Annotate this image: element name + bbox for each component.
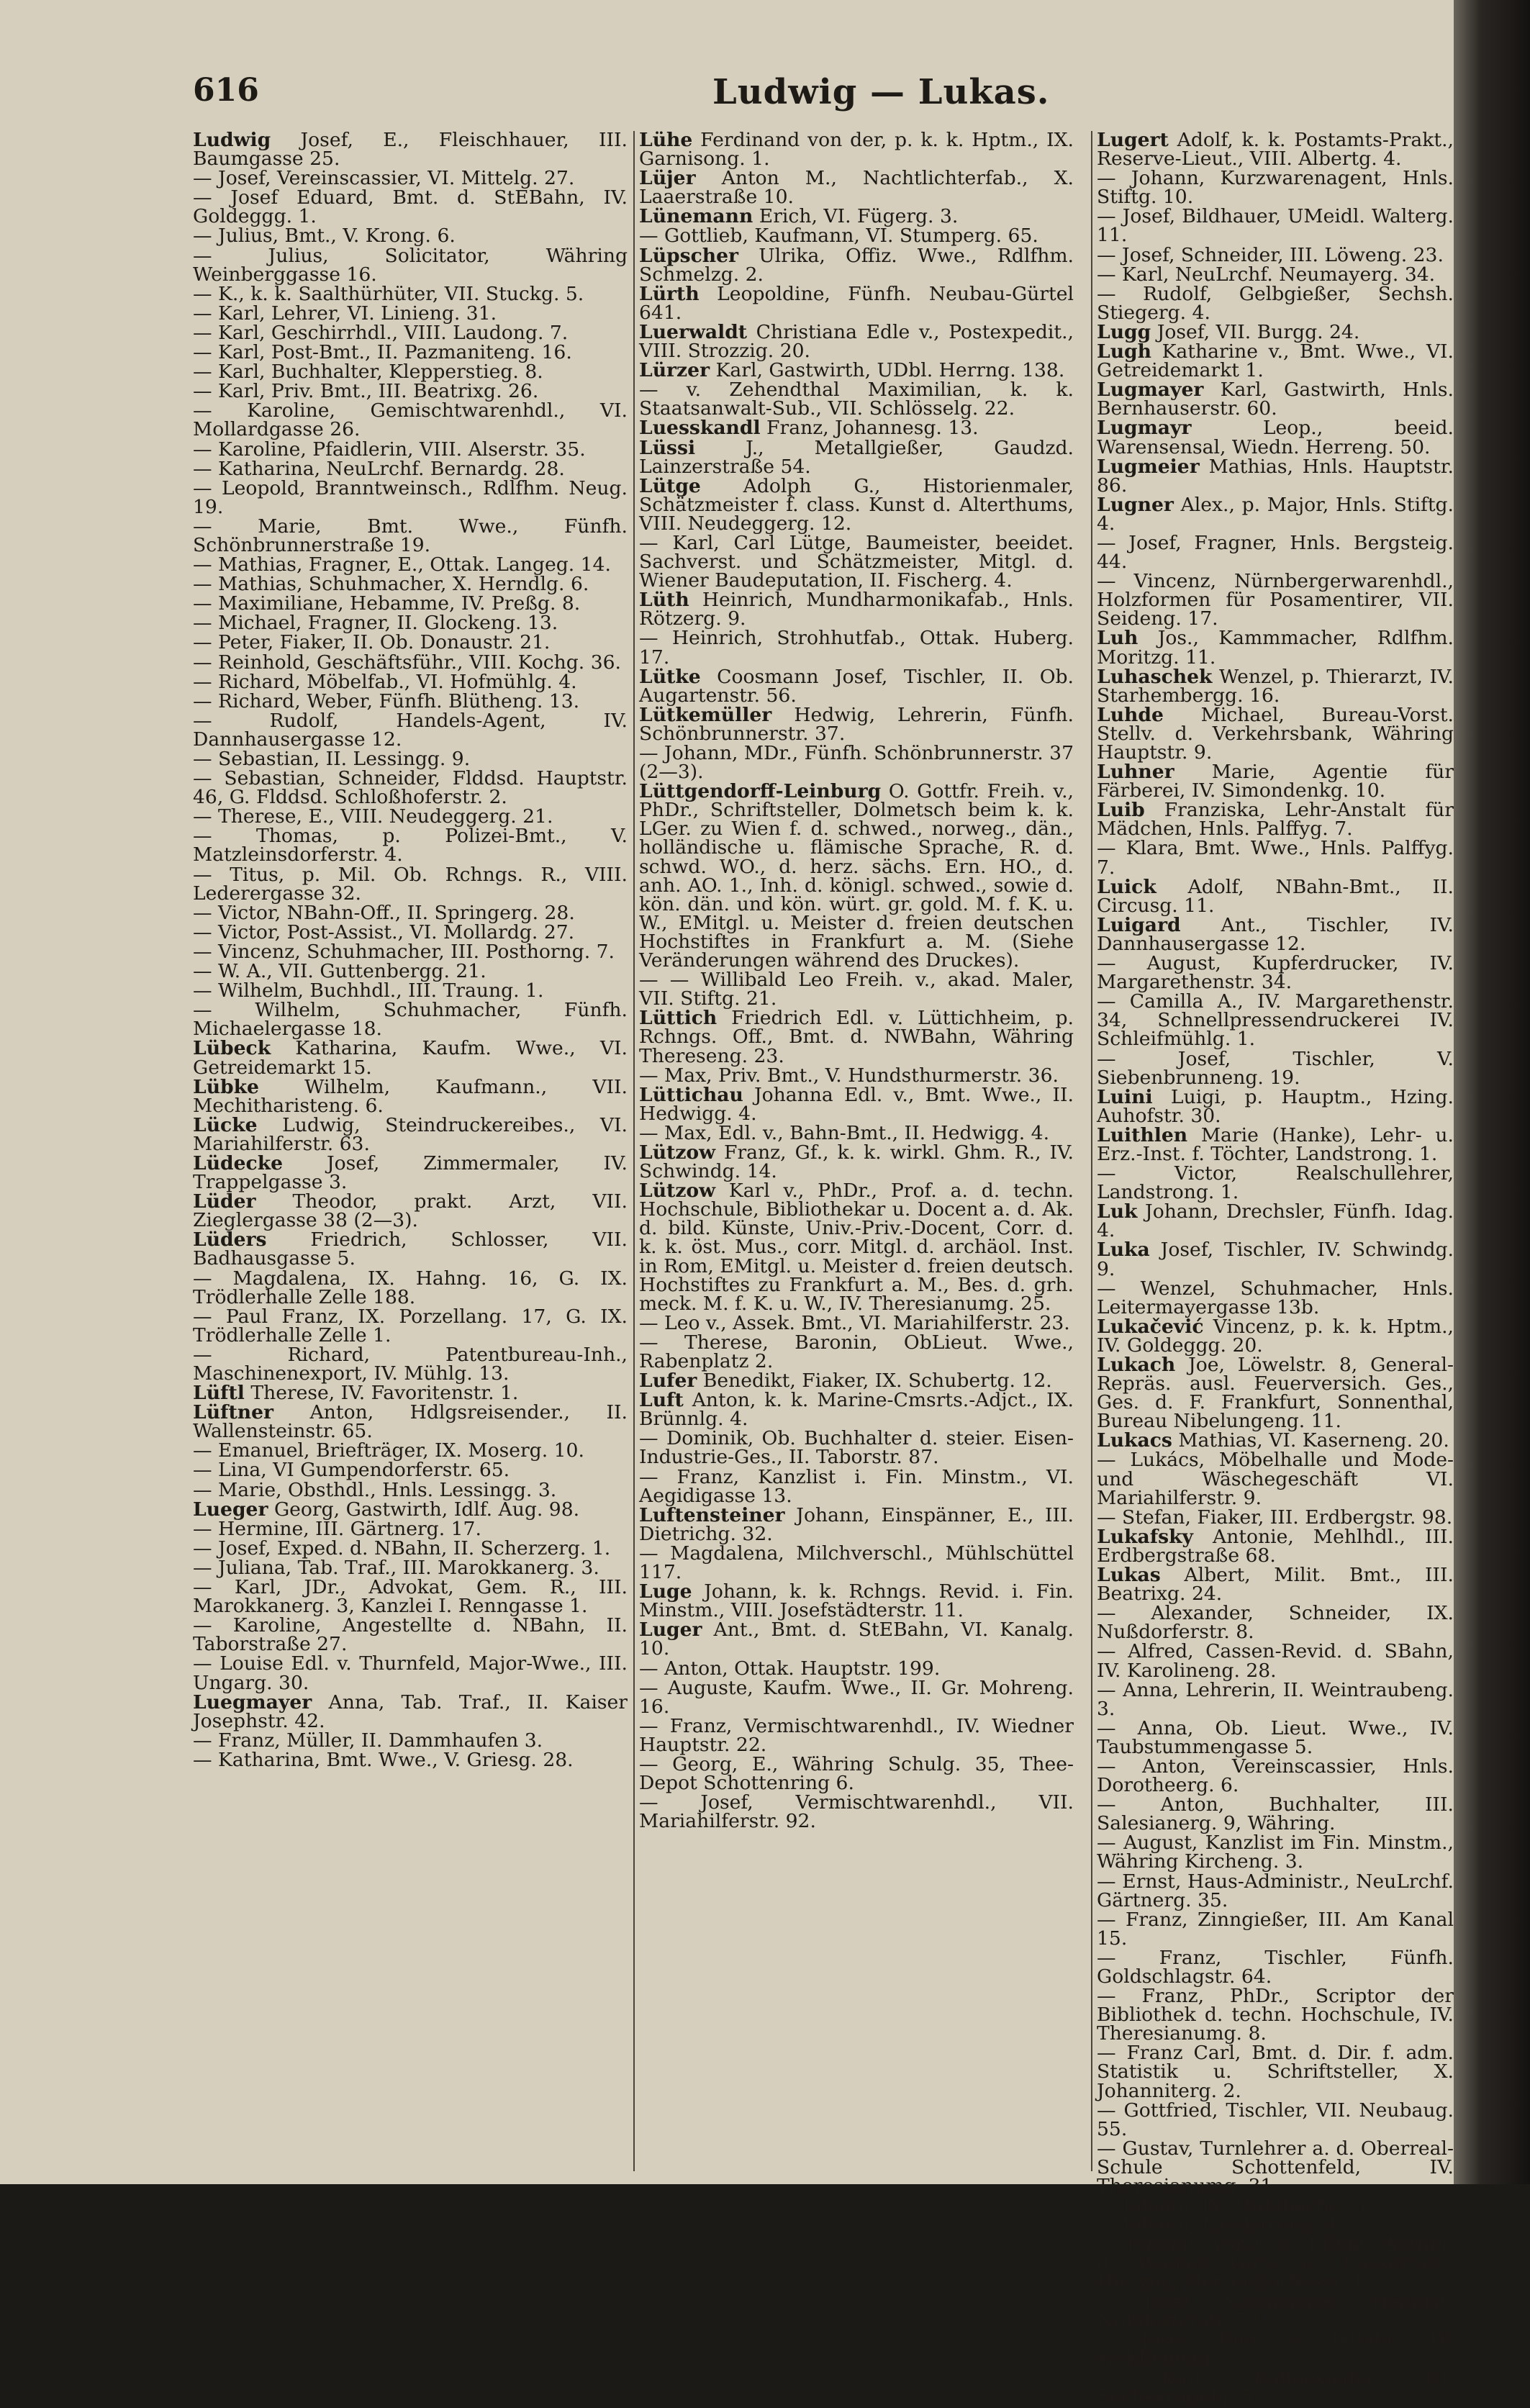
directory-entry: — Reinhold, Geschäftsführ., VIII. Kochg. 36. [193, 651, 621, 674]
directory-entry: — Karl, Priv. Bmt., III. Beatrixg. 26. [193, 380, 539, 403]
entry-surname: Lützow [639, 1180, 716, 1203]
directory-entry: Lüders Friedrich, Schlosser, VII. Badhausgasse 5. [193, 1228, 628, 1270]
directory-entry: — Leo v., Assek. Bmt., VI. Mariahilferstr. 23. [639, 1311, 1070, 1334]
directory-entry: — Karl, JDr., Advokat, Gem. R., III. Marokkanerg. 3, Kanzlei I. Renngasse 1. [193, 1576, 628, 1618]
directory-entry: Lugert Adolf, k. k. Postamts-Prakt., Reserve-Lieut., VIII. Albertg. 4. [1097, 129, 1454, 171]
directory-entry: — Franz, Tischler, Fünfh. Goldschlagstr. 64. [1097, 1946, 1454, 1988]
directory-entry: — Sebastian, II. Lessingg. 9. [193, 748, 471, 770]
entry-surname: Lürzer [639, 359, 710, 382]
directory-entry: Luft Anton, k. k. Marine-Cmsrts.-Adjct., IX. Brünnlg. 4. [639, 1389, 1074, 1431]
directory-entry: — Victor, NBahn-Off., II. Springerg. 28. [193, 901, 575, 924]
directory-entry: Lücke Ludwig, Steindruckereibes., VI. Mariahilferstr. 63. [193, 1113, 628, 1155]
directory-entry: — Max, Edl. v., Bahn-Bmt., II. Hedwigg. 4. [639, 1121, 1050, 1144]
directory-entry: Lüdecke Josef, Zimmermaler, IV. Trappelgasse 3. [193, 1151, 628, 1194]
directory-entry: — Heinrich, Strohhutfab., Ottak. Huberg. 17. [639, 627, 1074, 669]
entry-surname: Lüder [193, 1190, 256, 1213]
entry-surname: Lüth [639, 589, 689, 612]
directory-entry: — Wilhelm, Buchhdl., III. Traung. 1. [193, 979, 544, 1002]
directory-entry: Lüttichau Johanna Edl. v., Bmt. Wwe., II. Hedwigg. 4. [639, 1083, 1074, 1125]
directory-entry: Luhaschek Wenzel, p. Thierarzt, IV. Starhembergg. 16. [1097, 665, 1454, 707]
entry-surname: Luger [639, 1619, 702, 1642]
directory-entry: — Johann, IV. Mühlbachg. 3. [1097, 2194, 1372, 2217]
directory-entry: Luge Johann, k. k. Rchngs. Revid. i. Fin. Minstm., VIII. Josefstädterstr. 11. [639, 1580, 1074, 1622]
directory-entry: — Franz, Vermischtwarenhdl., IV. Wiedner Hauptstr. 22. [639, 1714, 1074, 1756]
directory-entry: — Rudolf, Handels-Agent, IV. Dannhausergasse 12. [193, 709, 628, 751]
directory-entry: Luigard Ant., Tischler, IV. Dannhausergasse 12. [1097, 913, 1454, 955]
directory-entry: Luger Ant., Bmt. d. StEBahn, VI. Kanalg. 10. [639, 1619, 1074, 1660]
column-2 [639, 131, 1074, 2171]
directory-entry: — Vincenz, Nürnbergerwarenhdl., Holzformen für Posamentirer, VII. Seideng. 17. [1097, 570, 1454, 630]
directory-entry: — K., k. k. Saalthürhüter, VII. Stuckg. 5. [193, 282, 584, 305]
directory-entry: — Karl, Carl Lütge, Baumeister, beeidet. Sachverst. und Schätzmeister, Mitgl. d. Wiener Baudeputation, II. Fischerg. 4. [639, 531, 1074, 592]
entry-surname: Lukach [1097, 1354, 1176, 1376]
directory-entry: — — Willibald Leo Freih. v., akad. Maler, VII. Stiftg. 21. [639, 969, 1074, 1010]
page-title: Ludwig — Lukas. [712, 72, 1050, 112]
directory-entry: — Richard, Weber, Fünfh. Blütheng. 13. [193, 689, 580, 712]
directory-entry: Lüjer Anton M., Nachtlichterfab., X. Laaerstraße 10. [639, 167, 1074, 209]
directory-entry: — Thomas, p. Polizei-Bmt., V. Matzleinsdorferstr. 4. [193, 825, 628, 866]
directory-entry: — Johann, Vorst. d. Effekt. Abthlg. d. Wiener Giro- u. Cassenver., Hietzing Hetzendorferstr. 1. [1097, 2233, 1454, 2294]
directory-entry: Lützow Karl v., PhDr., Prof. a. d. techn. Hochschule, Bibliothekar u. Docent a. d. Ak. d. bild. Künste, Univ.-Priv.-Docent, Corr. d. k. k. öst. Mus., corr. Mitgl. d. archäol. Inst. in Rom, EMitgl. u. Meister d. freien deutsch. Hochstiftes zu Frankfurt a. M., Bes. d. grh. meck. M. f. K. u. W., IV. Theresianumg. 25. [639, 1180, 1074, 1315]
directory-entry: — Josef, Bmt. d. NBahn, IV. Wohllebeng. 3. [1097, 2328, 1454, 2370]
entry-surname: Lueger [193, 1498, 268, 1521]
directory-entry: — Richard, Patentbureau-Inh., Maschinenexport, IV. Mühlg. 13. [193, 1343, 628, 1385]
entry-surname: Luk [1097, 1200, 1138, 1223]
entry-surname: Luhner [1097, 761, 1174, 784]
page-header [0, 72, 1454, 122]
directory-entry: — Josef, Vereinscassier, VI. Mittelg. 27. [193, 167, 575, 190]
directory-entry: — Magdalena, IX. Hahng. 16, G. IX. Trödlerhalle Zelle 188. [193, 1267, 628, 1308]
directory-entry: Lukas Albert, Milit. Bmt., III. Beatrixg. 24. [1097, 1564, 1454, 1606]
entry-surname: Lüftner [193, 1401, 274, 1424]
directory-entry: — Emanuel, Briefträger, IX. Moserg. 10. [193, 1439, 584, 1462]
directory-entry: — Auguste, Kaufm. Wwe., II. Gr. Mohreng. 16. [639, 1676, 1074, 1718]
directory-entry: — Franz, PhDr., Scriptor der Bibliothek d. techn. Hochschule, IV. Theresianumg. 8. [1097, 1985, 1454, 2045]
directory-entry: — Josef, Exped. d. NBahn, II. Scherzerg. 1. [193, 1536, 611, 1560]
directory-entry: Lübke Wilhelm, Kaufmann., VII. Mechitharisteng. 6. [193, 1075, 628, 1117]
directory-entry: Luka Josef, Tischler, IV. Schwindg. 9. [1097, 1239, 1454, 1280]
entry-surname: Lugg [1097, 320, 1151, 343]
directory-entry: — Josef, Schneider, III. Löweng. 23. [1097, 243, 1444, 266]
entry-surname: Lüttichau [639, 1083, 743, 1106]
column-1 [193, 131, 628, 2171]
column-rule [633, 131, 635, 2171]
directory-entry: — Marie, Bmt. Wwe., Fünfh. Schönbrunnerstraße 19. [193, 515, 628, 556]
entry-surname: Lugmeier [1097, 455, 1200, 478]
entry-surname: Luib [1097, 799, 1145, 822]
directory-entry: Luib Franziska, Lehr-Anstalt für Mädchen, Hnls. Palffyg. 7. [1097, 799, 1454, 841]
directory-entry: — Alfred, Cassen-Revid. d. SBahn, IV. Karolineng. 28. [1097, 1640, 1454, 1682]
page-number: 616 [193, 72, 259, 109]
directory-entry: — Karl, Kaffeesieder, III. Sechskrügelg. 5. [1097, 2366, 1454, 2408]
directory-entry: — Magdalena, Milchverschl., Mühlschüttel 117. [639, 1542, 1074, 1584]
entry-surname: Lukas [1097, 1564, 1161, 1587]
directory-entry: — August, Kanzlist im Fin. Minstm., Währing Kircheng. 3. [1097, 1832, 1454, 1873]
directory-entry: — Wilhelm, Schuhmacher, Fünfh. Michaelergasse 18. [193, 999, 628, 1041]
directory-entry: — Franz, Kanzlist i. Fin. Minstm., VI. Aegidigasse 13. [639, 1465, 1074, 1507]
entry-surname: Luini [1097, 1085, 1153, 1108]
directory-entry: — Therese, Baronin, ObLieut. Wwe., Rabenplatz 2. [639, 1331, 1074, 1372]
directory-entry: — Karl, Lehrer, VI. Linieng. 31. [193, 302, 497, 325]
entry-surname: Lüdecke [193, 1151, 284, 1174]
entry-surname: Lübeck [193, 1037, 271, 1060]
entry-surname: Lüjer [639, 167, 696, 190]
directory-entry: — Victor, Realschullehrer, Landstrong. 1. [1097, 1162, 1454, 1204]
book-gutter [1454, 0, 1530, 2184]
directory-entry: Lukacs Mathias, VI. Kaserneng. 20. [1097, 1429, 1449, 1452]
directory-entry: Lünemann Erich, VI. Fügerg. 3. [639, 205, 959, 228]
directory-entry: — Mathias, Fragner, E., Ottak. Langeg. 14. [193, 553, 611, 576]
directory-entry: — Johann, Kurzwarenagent, Hnls. Stiftg. 10. [1097, 167, 1454, 209]
directory-entry: — Marie, Obsthdl., Hnls. Lessingg. 3. [193, 1478, 557, 1501]
directory-entry: — Katharina, Bmt. Wwe., V. Griesg. 28. [193, 1748, 574, 1771]
directory-entry: — Dominik, Ob. Buchhalter d. steier. Eisen-Industrie-Ges., II. Taborstr. 87. [639, 1427, 1074, 1469]
directory-entry: Lukafsky Antonie, Mehlhdl., III. Erdbergstraße 68. [1097, 1525, 1454, 1567]
directory-entry: — Stefan, Fiaker, III. Erdbergstr. 98. [1097, 1506, 1453, 1529]
directory-entry: — Juliana, Tab. Traf., III. Marokkanerg. 3. [193, 1556, 599, 1579]
directory-entry: Luhner Marie, Agentie für Färberei, IV. Simondenkg. 10. [1097, 761, 1454, 802]
directory-entry: — Victor, Post-Assist., VI. Mollardg. 27. [193, 920, 575, 943]
directory-entry: Luegmayer Anna, Tab. Traf., II. Kaiser Josephstr. 42. [193, 1690, 628, 1732]
directory-entry: — Gottlieb, Kaufmann, VI. Stumperg. 65. [639, 225, 1038, 248]
entry-surname: Lugh [1097, 340, 1151, 363]
directory-entry: Lugmayer Karl, Gastwirth, Hnls. Bernhauserstr. 60. [1097, 379, 1454, 420]
directory-entry: Lüssi J., Metallgießer, Gaudzd. Lainzerstraße 54. [639, 436, 1074, 478]
entry-surname: Lukačević [1097, 1315, 1204, 1338]
directory-entry: Lukačević Vincenz, p. k. k. Hptm., IV. Goldeggg. 20. [1097, 1315, 1454, 1357]
entry-surname: Lugmayer [1097, 379, 1204, 402]
entry-surname: Lugert [1097, 129, 1169, 151]
directory-entry: — Julius, Bmt., V. Krong. 6. [193, 225, 456, 248]
directory-entry: — Hermine, III. Gärtnerg. 17. [193, 1517, 481, 1540]
column-rule [1091, 131, 1092, 2171]
directory-entry: Lütke Coosmann Josef, Tischler, II. Ob. Augartenstr. 56. [639, 665, 1074, 707]
entry-surname: Lücke [193, 1113, 258, 1136]
directory-entry: — Karoline, Gemischtwarenhdl., VI. Mollardgasse 26. [193, 399, 628, 441]
directory-entry: Lüttich Friedrich Edl. v. Lüttichheim, p. Rchngs. Off., Bmt. d. NWBahn, Währing Thereseng. 23. [639, 1007, 1074, 1067]
directory-entry: — August, Kupferdrucker, IV. Margarethenstr. 34. [1097, 952, 1454, 994]
directory-entry: Lugg Josef, VII. Burgg. 24. [1097, 320, 1360, 343]
entry-surname: Lüssi [639, 436, 696, 459]
directory-entry: — Josef, Fragner, Hnls. Bergsteig. 44. [1097, 531, 1454, 574]
entry-surname: Lüttgendorff-Leinburg [639, 780, 882, 803]
directory-entry: — Franz, Zinngießer, III. Am Kanal 15. [1097, 1908, 1454, 1950]
directory-entry: — Titus, p. Mil. Ob. Rchngs. R., VIII. Lederergasse 32. [193, 863, 628, 905]
directory-entry: Luhde Michael, Bureau-Vorst. Stellv. d. Verkehrsbank, Währing Hauptstr. 9. [1097, 703, 1454, 764]
directory-entry: — Klara, Bmt. Wwe., Hnls. Palffyg. 7. [1097, 837, 1454, 879]
directory-entry: — Anton, Ottak. Hauptstr. 199. [639, 1657, 941, 1680]
directory-entry: — Johann, Landstrong. 4. [1097, 2214, 1344, 2237]
entry-surname: Luftensteiner [639, 1503, 785, 1526]
directory-entry: — Karl, Geschirrhdl., VIII. Laudong. 7. [193, 321, 569, 344]
directory-entry: — Gustav, Turnlehrer a. d. Oberreal-Schule Schottenfeld, IV. Theresianumg. 31. [1097, 2137, 1454, 2198]
entry-surname: Luesskandl [639, 417, 761, 440]
directory-entry: — Franz Carl, Bmt. d. Dir. f. adm. Statistik u. Schriftsteller, X. Johanniterg. 2. [1097, 2042, 1454, 2102]
directory-entry: — Wenzel, Schuhmacher, Hnls. Leitermayergasse 13b. [1097, 1277, 1454, 1318]
entry-surname: Lübke [193, 1075, 259, 1098]
directory-entry: — Karl, NeuLrchf. Neumayerg. 34. [1097, 263, 1436, 286]
directory-entry: — Josef, Bildhauer, UMeidl. Walterg. 11. [1097, 205, 1454, 247]
entry-surname: Lufer [639, 1370, 697, 1393]
directory-entry: — Louise Edl. v. Thurnfeld, Major-Wwe., III. Ungarg. 30. [193, 1652, 628, 1694]
entry-surname: Luka [1097, 1239, 1150, 1262]
directory-entry: — Josef, Tischler, V. Siebenbrunneng. 19. [1097, 1047, 1454, 1089]
directory-entry: Lürzer Karl, Gastwirth, UDbl. Herrng. 138. [639, 359, 1065, 382]
directory-entry: — Anna, Ob. Lieut. Wwe., IV. Taubstummengasse 5. [1097, 1716, 1454, 1758]
directory-entry: Lüpscher Ulrika, Offiz. Wwe., Rdlfhm. Schmelzg. 2. [639, 244, 1074, 286]
directory-entry: Luithlen Marie (Hanke), Lehr- u. Erz.-Inst. f. Töchter, Landstrong. 1. [1097, 1123, 1454, 1165]
directory-entry: — Josef, Siebmacher, Heiligst. Nußdorferstr. 72. [1097, 2290, 1454, 2332]
directory-entry: — Gottfried, Tischler, VII. Neubaug. 55. [1097, 2099, 1454, 2140]
directory-entry: Luick Adolf, NBahn-Bmt., II. Circusg. 11. [1097, 875, 1454, 917]
entry-surname: Lützow [639, 1141, 716, 1164]
directory-entry: — Lukács, Möbelhalle und Mode- und Wäschegeschäft VI. Mariahilferstr. 9. [1097, 1449, 1454, 1509]
directory-entry: — Mathias, Schuhmacher, X. Herndlg. 6. [193, 573, 589, 596]
directory-entry: — v. Zehendthal Maximilian, k. k. Staatsanwalt-Sub., VII. Schlösselg. 22. [639, 379, 1074, 420]
directory-entry: Lüttgendorff-Leinburg O. Gottfr. Freih. v., PhDr., Schriftsteller, Dolmetsch beim k. k. LGer. zu Wien f. d. schwed., norweg., dän., holländische u. flämische Sprache, R. d. schwd. WO., d. herz. sächs. Ern. HO., d. anh. AO. 1., Inh. d. königl. schwed., sowie d. kön. dän. und kön. würt. gr. gold. M. f. K. u. W., EMitgl. u. Meister d. freien deutschen Hochstiftes in Frankfurt a. M. (Siehe Veränderungen während des Druckes). [639, 780, 1074, 972]
entry-surname: Luft [639, 1389, 684, 1412]
entry-surname: Luge [639, 1580, 692, 1603]
directory-entry: Lütkemüller Hedwig, Lehrerin, Fünfh. Schönbrunnerstr. 37. [639, 703, 1074, 745]
entry-surname: Lukacs [1097, 1429, 1172, 1452]
directory-entry: Luk Johann, Drechsler, Fünfh. Idag. 4. [1097, 1200, 1454, 1242]
directory-entry: Luini Luigi, p. Hauptm., Hzing. Auhofstr. 30. [1097, 1085, 1454, 1127]
entry-surname: Lüders [193, 1228, 267, 1251]
entry-surname: Lüpscher [639, 244, 739, 267]
directory-entry: Luerwaldt Christiana Edle v., Postexpedit., VIII. Strozzig. 20. [639, 320, 1074, 363]
directory-entry: Luftensteiner Johann, Einspänner, E., III. Dietrichg. 32. [639, 1503, 1074, 1545]
entry-surname: Luithlen [1097, 1123, 1188, 1146]
entry-surname: Luhaschek [1097, 665, 1213, 688]
directory-entry: — Lina, VI Gumpendorferstr. 65. [193, 1459, 510, 1482]
entry-surname: Lütke [639, 665, 701, 688]
entry-surname: Lütkemüller [639, 703, 772, 726]
directory-entry: Lugh Katharine v., Bmt. Wwe., VI. Getreidemarkt 1. [1097, 340, 1454, 382]
directory-entry: Luh Jos., Kammmacher, Rdlfhm. Moritzg. 11. [1097, 627, 1454, 669]
directory-entry: — Anton, Vereinscassier, Hnls. Dorotheerg. 6. [1097, 1755, 1454, 1797]
directory-entry: — Michael, Fragner, II. Glockeng. 13. [193, 612, 558, 635]
directory-entry: Lütge Adolph G., Historienmaler, Schätzmeister f. class. Kunst d. Alterthums, VIII. Neudeggerg. 12. [639, 474, 1074, 535]
directory-entry: — Karl, Post-Bmt., II. Pazmaniteng. 16. [193, 341, 572, 364]
directory-entry: Lützow Franz, Gf., k. k. wirkl. Ghm. R., IV. Schwindg. 14. [639, 1141, 1074, 1183]
directory-entry: — Leopold, Branntweinsch., Rdlfhm. Neug. 19. [193, 476, 628, 518]
directory-entry: — Sebastian, Schneider, Flddsd. Hauptstr. 46, G. Flddsd. Schloßhoferstr. 2. [193, 767, 628, 809]
directory-entry: — Franz, Müller, II. Dammhaufen 3. [193, 1729, 543, 1752]
directory-entry: Lugmeier Mathias, Hnls. Hauptstr. 86. [1097, 455, 1454, 497]
entry-surname: Lugner [1097, 493, 1174, 516]
directory-entry: Lufer Benedikt, Fiaker, IX. Schubertg. 12. [639, 1370, 1052, 1393]
entry-surname: Luegmayer [193, 1690, 312, 1714]
entry-surname: Luhde [1097, 703, 1164, 726]
entry-surname: Luigard [1097, 913, 1181, 936]
directory-entry: — Anna, Lehrerin, II. Weintraubeng. 3. [1097, 1678, 1454, 1720]
directory-entry: — Karl, Buchhalter, Klepperstieg. 8. [193, 361, 543, 384]
entry-surname: Lüttich [639, 1007, 718, 1030]
directory-entry: Lühe Ferdinand von der, p. k. k. Hptm., IX. Garnisong. 1. [639, 129, 1074, 171]
entry-surname: Lürth [639, 282, 700, 305]
directory-entry: — W. A., VII. Guttenbergg. 21. [193, 960, 486, 983]
directory-entry: Lukach Joe, Löwelstr. 8, General-Repräs. ausl. Feuerversich. Ges., Ges. d. F. Frankfurt, Sonnenthal, Bureau Nibelungeng. 11. [1097, 1354, 1454, 1433]
directory-entry: — Georg, E., Währing Schulg. 35, Thee-Depot Schottenring 6. [639, 1752, 1074, 1795]
directory-entry: — Therese, E., VIII. Neudeggerg. 21. [193, 805, 553, 828]
directory-entry: — Anton, Buchhalter, III. Salesianerg. 9, Währing. [1097, 1793, 1454, 1835]
directory-entry: Luesskandl Franz, Johannesg. 13. [639, 417, 979, 440]
directory-entry: Lugmayr Leop., beeid. Warensensal, Wiedn. Herreng. 50. [1097, 417, 1454, 458]
directory-entry: — Josef Eduard, Bmt. d. StEBahn, IV. Goldeggg. 1. [193, 186, 628, 228]
directory-entry: Lugner Alex., p. Major, Hnls. Stiftg. 4. [1097, 493, 1454, 535]
directory-entry: — Katharina, NeuLrchf. Bernardg. 28. [193, 457, 565, 480]
entry-surname: Lünemann [639, 205, 753, 228]
directory-entry: — Rudolf, Gelbgießer, Sechsh. Stiegerg. 4. [1097, 282, 1454, 324]
directory-entry: — Richard, Möbelfab., VI. Hofmühlg. 4. [193, 670, 577, 693]
entry-surname: Lüftl [193, 1382, 245, 1405]
directory-entry: — Max, Priv. Bmt., V. Hundsthurmerstr. 36. [639, 1064, 1059, 1087]
entry-surname: Luh [1097, 627, 1139, 650]
entry-surname: Lühe [639, 129, 693, 151]
directory-entry: — Maximiliane, Hebamme, IV. Preßg. 8. [193, 592, 581, 615]
directory-entry: — Paul Franz, IX. Porzellang. 17, G. IX. Trödlerhalle Zelle 1. [193, 1305, 628, 1346]
directory-entry: — Karoline, Angestellte d. NBahn, II. Taborstraße 27. [193, 1614, 628, 1656]
entry-surname: Ludwig [193, 129, 271, 151]
directory-entry: Lüth Heinrich, Mundharmonikafab., Hnls. Rötzerg. 9. [639, 589, 1074, 630]
directory-entry: — Ernst, Haus-Administr., NeuLrchf. Gärtnerg. 35. [1097, 1870, 1454, 1911]
directory-entry: Lürth Leopoldine, Fünfh. Neubau-Gürtel 641. [639, 282, 1074, 324]
directory-entry: — Karoline, Pfaidlerin, VIII. Alserstr. 35. [193, 438, 586, 461]
directory-entry: Lüder Theodor, prakt. Arzt, VII. Zieglergasse 38 (2—3). [193, 1190, 628, 1232]
directory-entry: Lübeck Katharina, Kaufm. Wwe., VI. Getreidemarkt 15. [193, 1037, 628, 1079]
entry-surname: Lukafsky [1097, 1525, 1193, 1548]
directory-entry: — Vincenz, Schuhmacher, III. Posthorng. 7. [193, 940, 615, 963]
directory-entry: — Julius, Solicitator, Währing Weinberggasse 16. [193, 244, 628, 286]
directory-entry: — Alexander, Schneider, IX. Nußdorferstr. 8. [1097, 1602, 1454, 1644]
directory-entry: Ludwig Josef, E., Fleischhauer, III. Baumgasse 25. [193, 129, 628, 171]
directory-entry: Lueger Georg, Gastwirth, Idlf. Aug. 98. [193, 1498, 580, 1521]
entry-surname: Luick [1097, 875, 1156, 898]
entry-surname: Lugmayr [1097, 417, 1192, 440]
entry-surname: Luerwaldt [639, 320, 748, 343]
directory-entry: Lüftner Anton, Hdlgsreisender., II. Wallensteinstr. 65. [193, 1401, 628, 1443]
directory-entry: — Camilla A., IV. Margarethenstr. 34, Schnellpressendruckerei IV. Schleifmühlg. 1. [1097, 990, 1454, 1051]
column-3 [1097, 129, 1454, 2408]
entry-surname: Lütge [639, 474, 701, 497]
directory-entry: Lüftl Therese, IV. Favoritenstr. 1. [193, 1382, 519, 1405]
directory-entry: — Peter, Fiaker, II. Ob. Donaustr. 21. [193, 631, 551, 654]
directory-entry: — Josef, Vermischtwarenhdl., VII. Mariahilferstr. 92. [639, 1791, 1074, 1833]
directory-entry: — Johann, MDr., Fünfh. Schönbrunnerstr. 37 (2—3). [639, 742, 1074, 784]
